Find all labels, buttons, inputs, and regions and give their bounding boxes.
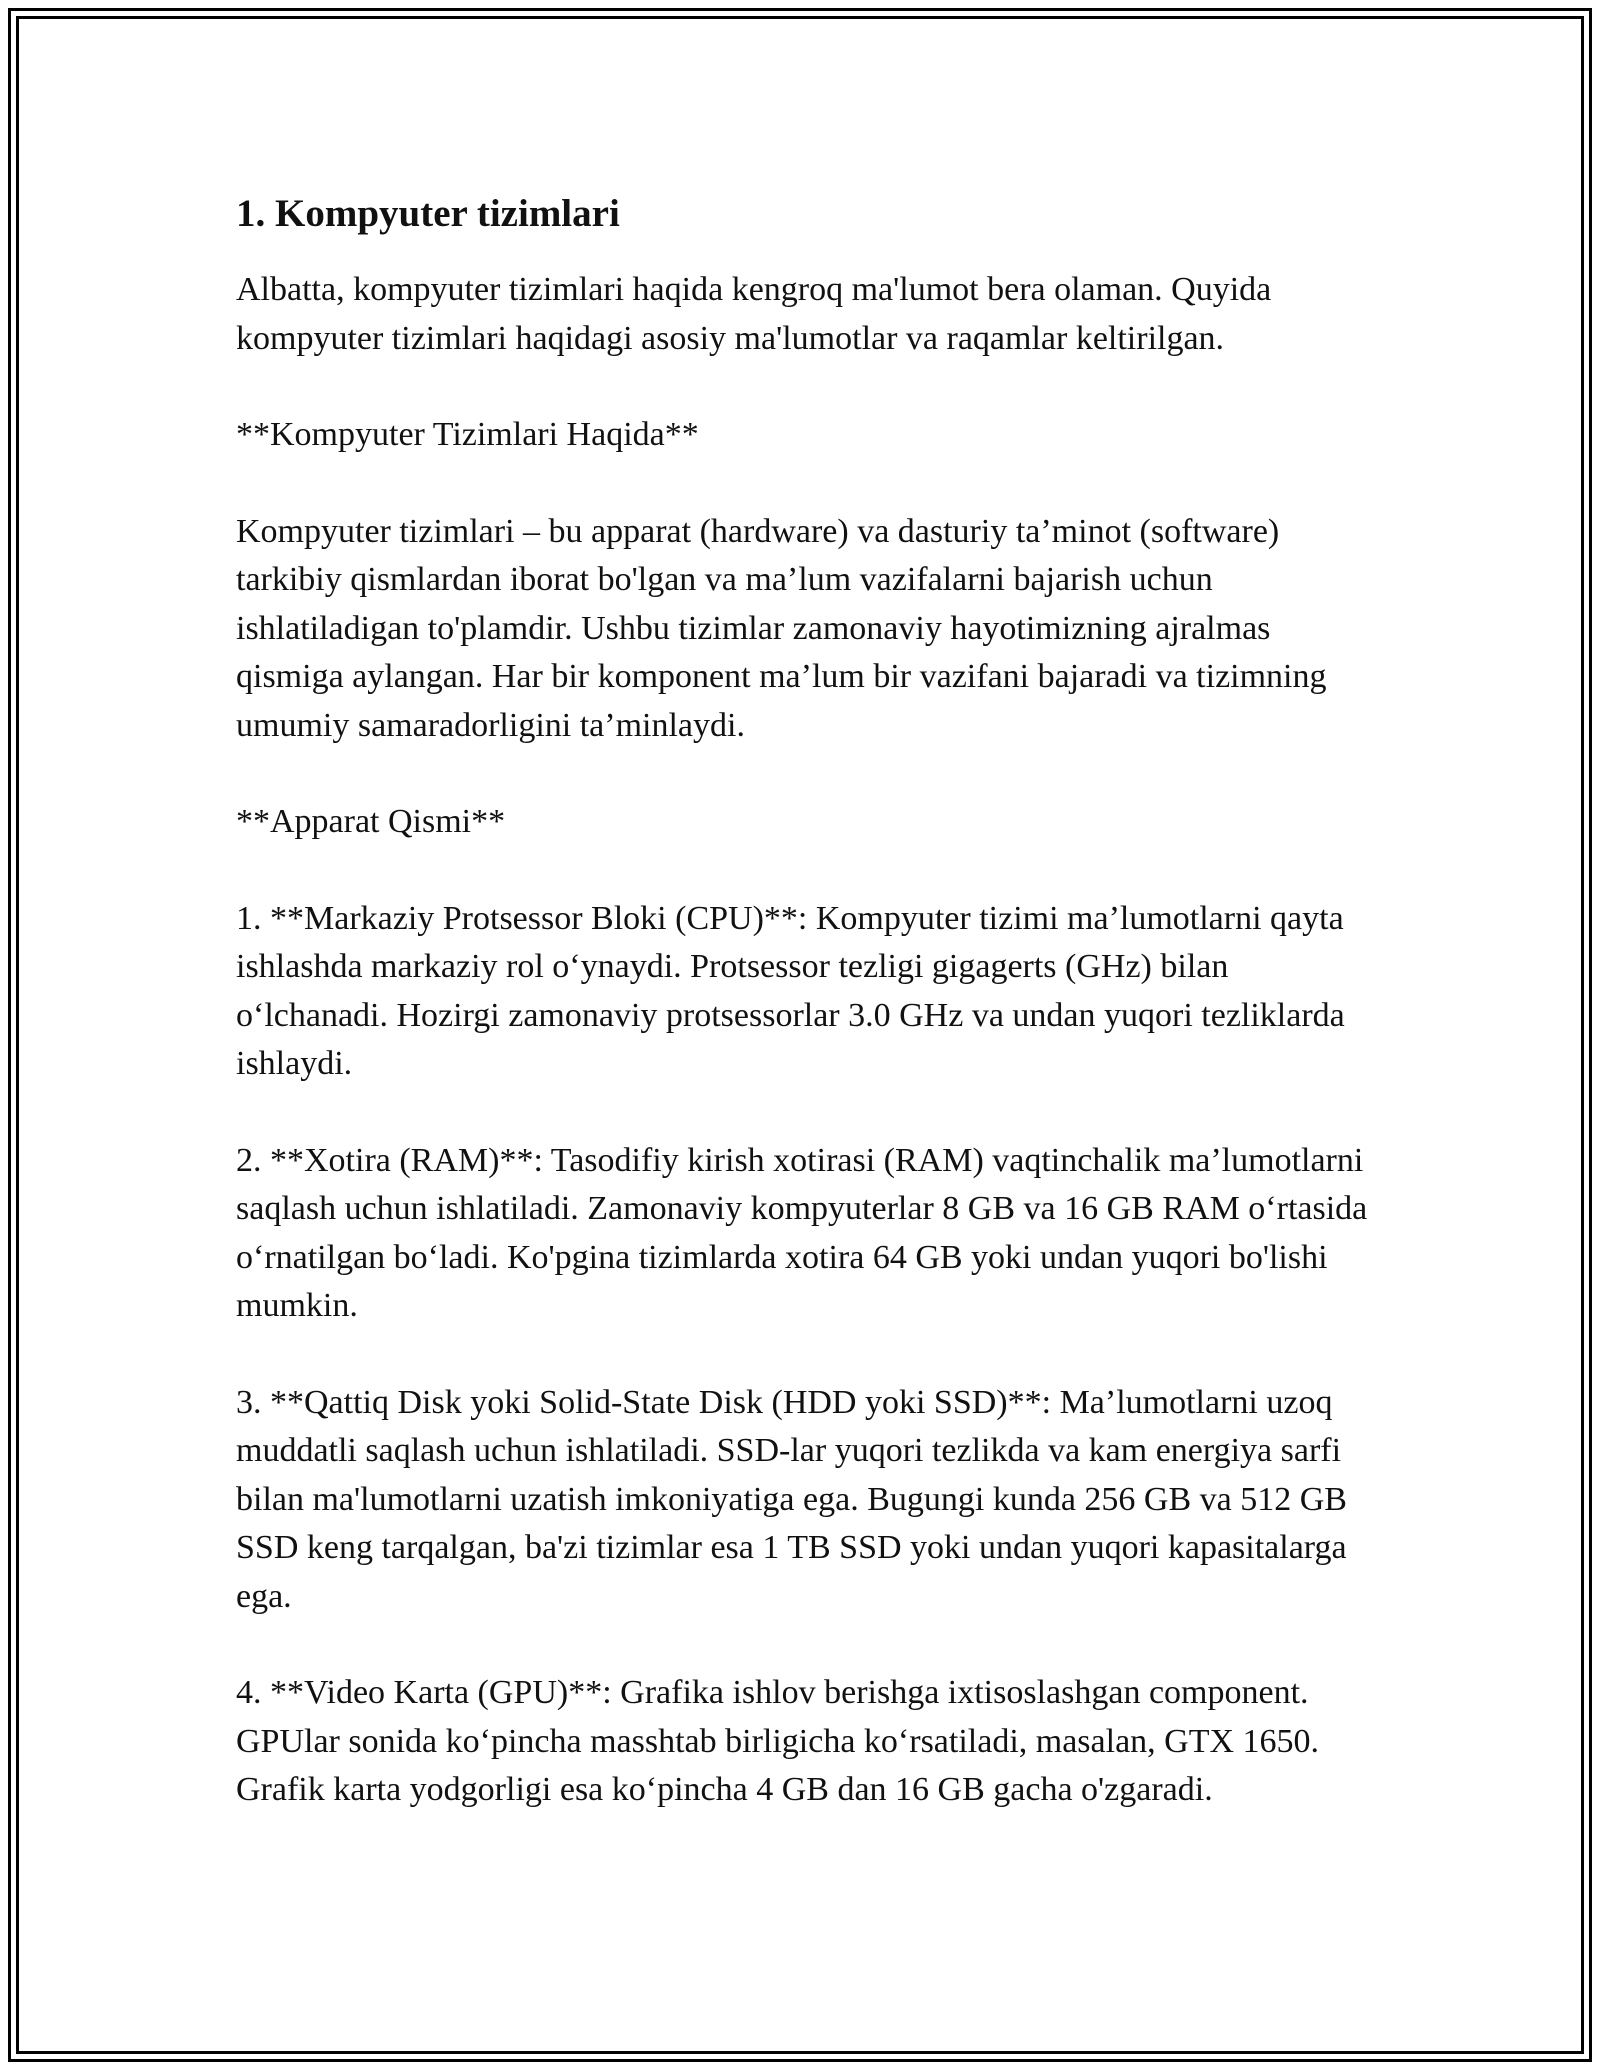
document-body (236, 188, 1386, 1863)
definition-paragraph: Kompyuter tizimlari – bu apparat (hardware) va dasturiy ta’minot (software) tarkibiy qismlardan iborat bo'lgan va ma’lum vazifalarni bajarish uchun ishlatiladigan to'plamdir. Ushbu tizimlar zamonaviy hayotimizning ajralmas qismiga aylangan. Har bir komponent ma’lum bir vazifani bajaradi va tizimning umumiy samaradorligini ta’minlaydi. (236, 512, 1327, 744)
intro-paragraph: Albatta, kompyuter tizimlari haqida kengroq ma'lumot bera olaman. Quyida kompyuter tizimlari haqidagi asosiy ma'lumotlar va raqamlar keltirilgan. (236, 271, 1272, 357)
section-heading-kompyuter-tizimlari: **Kompyuter Tizimlari Haqida** (236, 416, 699, 453)
list-item-cpu: 1. **Markaziy Protsessor Bloki (CPU)**: Kompyuter tizimi ma’lumotlarni qayta ishlashda markaziy rol o‘ynaydi. Protsessor tezligi gigagerts (GHz) bilan o‘lchanadi. Hozirgi zamonaviy protsessorlar 3.0 GHz va undan yuqori tezliklarda ishlaydi. (236, 899, 1345, 1082)
list-item-ram: 2. **Xotira (RAM)**: Tasodifiy kirish xotirasi (RAM) vaqtinchalik ma’lumotlarni saqlash uchun ishlatiladi. Zamonaviy kompyuterlar 8 GB va 16 GB RAM o‘rtasida o‘rnatilgan bo‘ladi. Ko'pgina tizimlarda xotira 64 GB yoki undan yuqori bo'lishi mumkin. (236, 1141, 1368, 1324)
document-title: 1. Kompyuter tizimlari (236, 192, 620, 235)
list-item-gpu: 4. **Video Karta (GPU)**: Grafika ishlov berishga ixtisoslashgan component. GPUlar sonida ko‘pincha masshtab birligicha ko‘rsatiladi, masalan, GTX 1650. Grafik karta yodgorligi esa ko‘pincha 4 GB dan 16 GB gacha o'zgaradi. (236, 1674, 1320, 1808)
list-item-storage: 3. **Qattiq Disk yoki Solid-State Disk (HDD yoki SSD)**: Ma’lumotlarni uzoq muddatli saqlash uchun ishlatiladi. SSD-lar yuqori tezlikda va kam energiya sarfi bilan ma'lumotlarni uzatish imkoniyatiga ega. Bugungi kunda 256 GB va 512 GB SSD keng tarqalgan, ba'zi tizimlar esa 1 TB SSD yoki undan yuqori kapasitalarga ega. (236, 1383, 1347, 1615)
section-heading-apparat-qismi: **Apparat Qismi** (236, 803, 506, 840)
